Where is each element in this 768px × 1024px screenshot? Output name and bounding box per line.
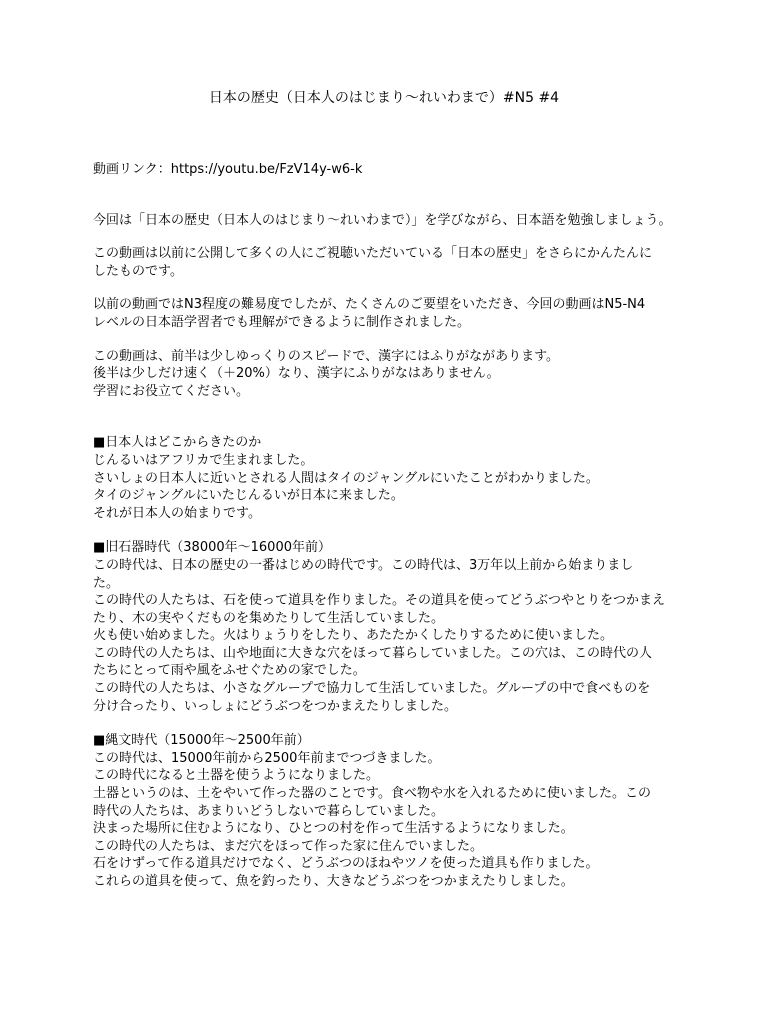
section-line: 石をけずって作る道具だけでなく、どうぶつのほねやツノを使った道具も作りました。 [93,856,599,872]
intro-line: 以前の動画ではN3程度の難易度でしたが、たくさんのご要望をいただき、今回の動画はN5-N4 [93,297,646,313]
intro-line: 後半は少しだけ速く（＋20%）なり、漢字にふりがなはありません。 [93,366,500,382]
section-line: この時代の人たちは、小さなグループで協力して生活していました。グループの中で食べものを [93,681,651,697]
section-line: この時代の人たちは、山や地面に大きな穴をほって暮らしていました。この穴は、この時代の人 [93,645,653,661]
section-line: この時代は、日本の歴史の一番はじめの時代です。この時代は、3万年以上前から始まりまし [93,557,634,573]
video-link-line [93,161,693,179]
section-line: この時代の人たちは、石を使って道具を作りました。その道具を使ってどうぶつやとりをつかまえ [93,593,666,609]
intro-line: この動画は以前に公開して多くの人にご視聴いただいている「日本の歴史」をさらにかんたんに [93,246,653,262]
section-line: 火も使い始めました。火はりょうりをしたり、あたたかくしたりするために使いました。 [93,628,614,644]
document-title: 日本の歴史（日本人のはじまり〜れいわまで）#N5 #4 [208,90,560,106]
section-line: たり、木の実やくだものを集めたりして生活していました。 [93,610,445,626]
section-line: じんるいはアフリカで生まれました。 [93,452,314,468]
section-heading: ■旧石器時代（38000年〜16000年前） [93,540,331,556]
section-line: これらの道具を使って、魚を釣ったり、大きなどうぶつをつかまえたりしました。 [93,874,574,889]
document-body [93,161,693,891]
intro-line: この動画は、前半は少しゆっくりのスピードで、漢字にはふりがながあります。 [93,348,560,364]
section-line: この時代の人たちは、まだ穴をほって作った家に住んでいました。 [93,838,484,854]
video-link-label: 動画リンク： [93,162,171,177]
intro-line: 今回は「日本の歴史（日本人のはじまり〜れいわまで）」を学びながら、日本語を勉強しましょう。 [93,212,672,228]
intro-line: したものです。 [93,263,183,279]
section-line: 時代の人たちは、あまりいどうしないで暮らしていました。 [93,803,445,819]
section-line: 分け合ったり、いっしょにどうぶつをつかまえたりしました。 [93,698,458,714]
section-heading: ■日本人はどこからきたのか [93,435,262,451]
video-link-url[interactable]: https://youtu.be/FzV14y-w6-k [170,162,363,177]
section-line: この時代になると土器を使うようになりました。 [93,768,380,784]
section-line: この時代は、15000年前から2500年前までつづきました。 [93,750,441,766]
section-line: それが日本人の始まりです。 [93,505,261,521]
section-line: 土器というのは、土をやいて作った器のことです。食べ物や水を入れるために使いました。この [93,786,651,802]
section-line: た。 [93,575,120,591]
section-heading: ■縄文時代（15000年〜2500年前） [93,733,310,749]
section-line: タイのジャングルにいたじんるいが日本に来ました。 [93,488,404,504]
section-line: 決まった場所に住むようになり、ひとつの村を作って生活するようになりました。 [93,821,574,837]
intro-line: レベルの日本語学習者でも理解ができるように制作されました。 [93,314,471,330]
section-line: たちにとって雨や風をふせぐための家でした。 [93,663,366,679]
intro-line: 学習にお役立てください。 [93,383,250,399]
section-line: さいしょの日本人に近いとされる人間はタイのジャングルにいたことがわかりました。 [93,470,599,486]
